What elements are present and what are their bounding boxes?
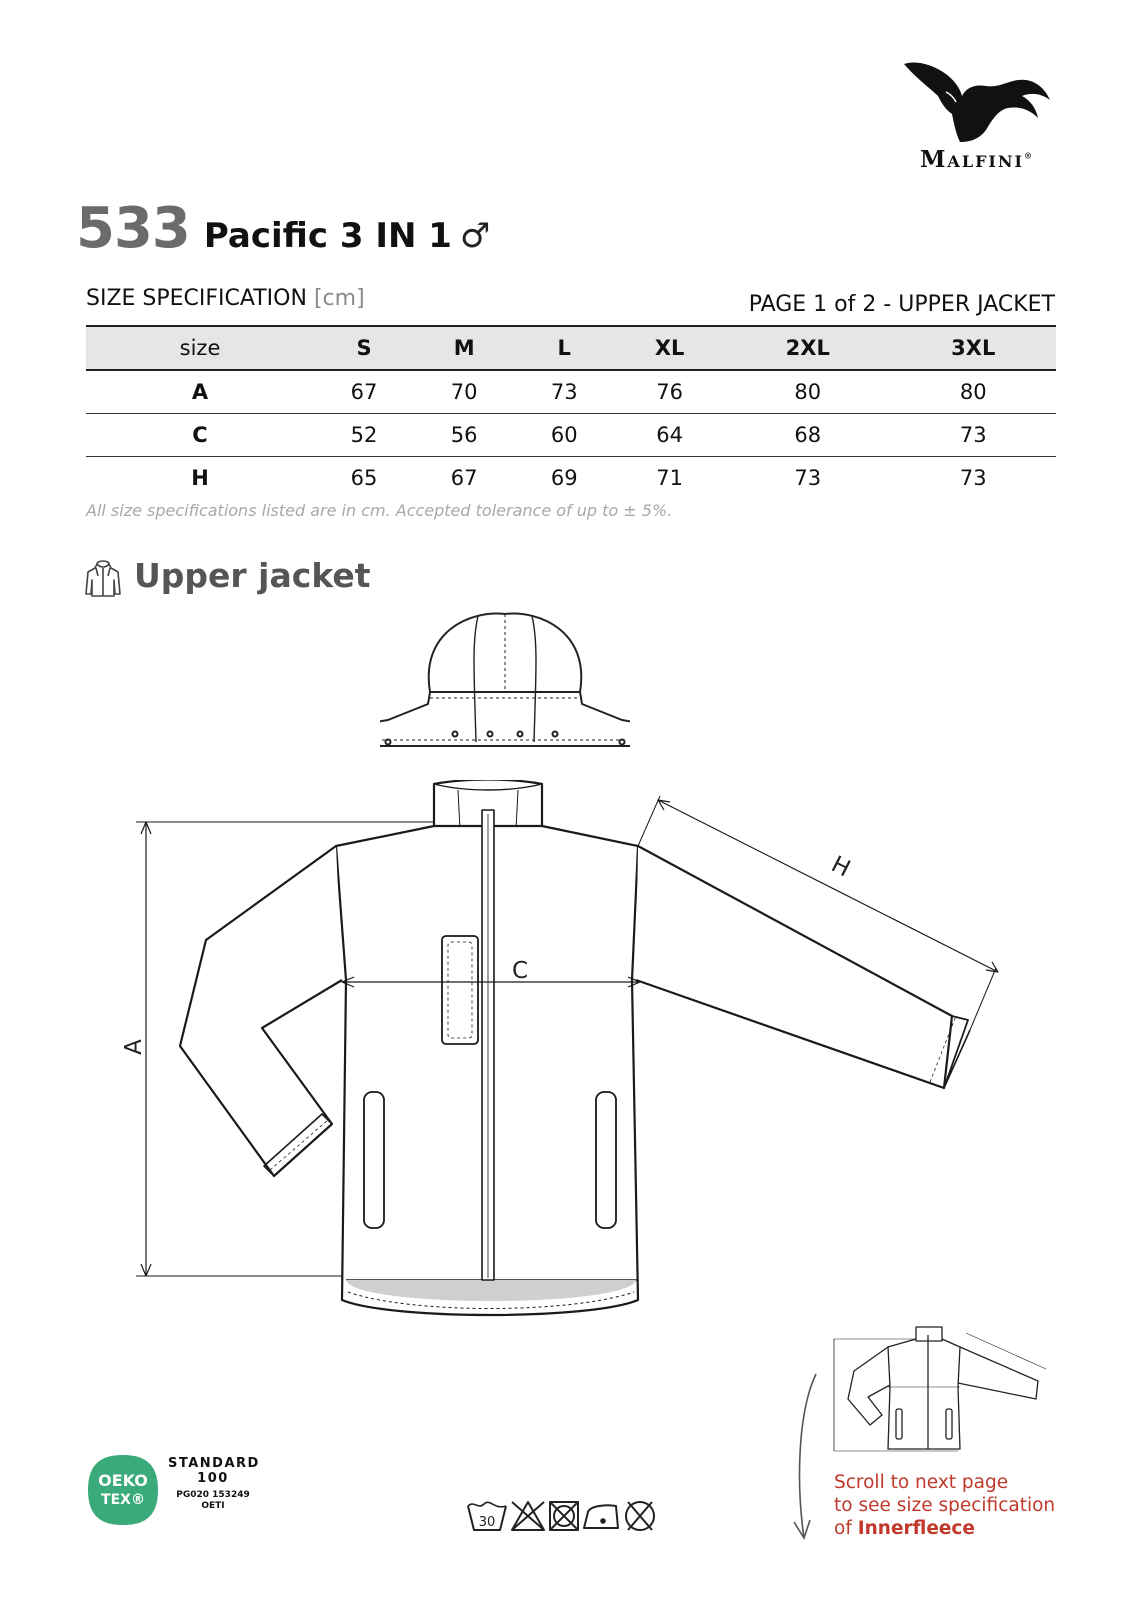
- header-cell: XL: [614, 326, 725, 370]
- product-name: Pacific 3 IN 1: [203, 216, 452, 256]
- dimension-h-label: H: [827, 851, 855, 883]
- size-table: [86, 325, 1056, 499]
- innerfleece-thumbnail-drawing: [832, 1325, 1060, 1453]
- scroll-down-arrow-icon: [790, 1372, 830, 1542]
- table-cell: 67: [314, 370, 414, 414]
- dimension-a-label: A: [120, 1039, 147, 1055]
- male-symbol-icon: ♂: [459, 216, 491, 256]
- malfini-eagle-logo-icon: [902, 58, 1052, 144]
- table-cell: 64: [614, 414, 725, 457]
- table-cell: 73: [794, 466, 822, 490]
- table-cell: 52: [314, 414, 414, 457]
- table-cell: 76: [614, 370, 725, 414]
- table-cell: 80: [725, 370, 890, 414]
- table-cell: 65: [350, 466, 378, 490]
- size-spec-title: SIZE SPECIFICATION [cm]: [86, 286, 365, 311]
- table-row: [86, 457, 1056, 500]
- unit-label: [cm]: [313, 286, 365, 311]
- row-label: A: [86, 370, 314, 414]
- section-title: Upper jacket: [134, 556, 371, 595]
- oeko-certificate-code: PG020 153249 OETI: [176, 1490, 250, 1511]
- table-cell: 67: [450, 466, 478, 490]
- oeko-tex-badge-icon: [86, 1453, 160, 1527]
- svg-text:TEX®: TEX®: [101, 1492, 145, 1508]
- header-cell: L: [514, 326, 614, 370]
- header-cell: M: [414, 326, 514, 370]
- no-bleach-icon: [512, 1502, 544, 1530]
- dimension-c-label: C: [512, 958, 529, 984]
- table-cell: 56: [414, 414, 514, 457]
- no-dry-clean-icon: [626, 1502, 654, 1530]
- row-label: C: [86, 414, 314, 457]
- svg-text:OEKO: OEKO: [98, 1471, 148, 1490]
- malfini-wordmark: Malfini®: [919, 146, 1035, 173]
- table-cell: 71: [656, 466, 684, 490]
- table-cell: 69: [550, 466, 578, 490]
- hood-drawing: [380, 612, 630, 772]
- table-row: [86, 414, 1056, 457]
- tolerance-note: All size specifications listed are in cm. Accepted tolerance of up to ± 5%.: [86, 501, 673, 520]
- svg-text:30: 30: [478, 1515, 496, 1530]
- row-label: H: [191, 466, 209, 490]
- product-code: 533: [76, 196, 190, 261]
- product-title: [76, 196, 490, 266]
- header-cell: 2XL: [725, 326, 890, 370]
- wash-30-icon: [468, 1502, 506, 1530]
- jacket-technical-drawing: [110, 780, 1030, 1340]
- table-cell: 73: [959, 466, 987, 490]
- scroll-next-page-note: Scroll to next page to see size specification of Innerfleece: [834, 1472, 1056, 1539]
- oeko-standard-label: STANDARD 100: [168, 1456, 260, 1486]
- table-cell: 60: [514, 414, 614, 457]
- header-cell: 3XL: [890, 326, 1056, 370]
- table-cell: 70: [414, 370, 514, 414]
- page-indicator: PAGE 1 of 2 - UPPER JACKET: [748, 292, 1055, 317]
- table-cell: 73: [890, 414, 1056, 457]
- table-cell: 73: [514, 370, 614, 414]
- table-cell: 68: [725, 414, 890, 457]
- table-header-row: [86, 326, 1056, 370]
- table-cell: 80: [890, 370, 1056, 414]
- header-cell: size: [86, 326, 314, 370]
- jacket-outline-icon: [84, 558, 122, 598]
- no-tumble-dry-icon: [550, 1502, 578, 1530]
- header-cell: S: [314, 326, 414, 370]
- care-symbols: [466, 1496, 676, 1536]
- iron-low-icon: [584, 1505, 618, 1528]
- table-row: [86, 370, 1056, 414]
